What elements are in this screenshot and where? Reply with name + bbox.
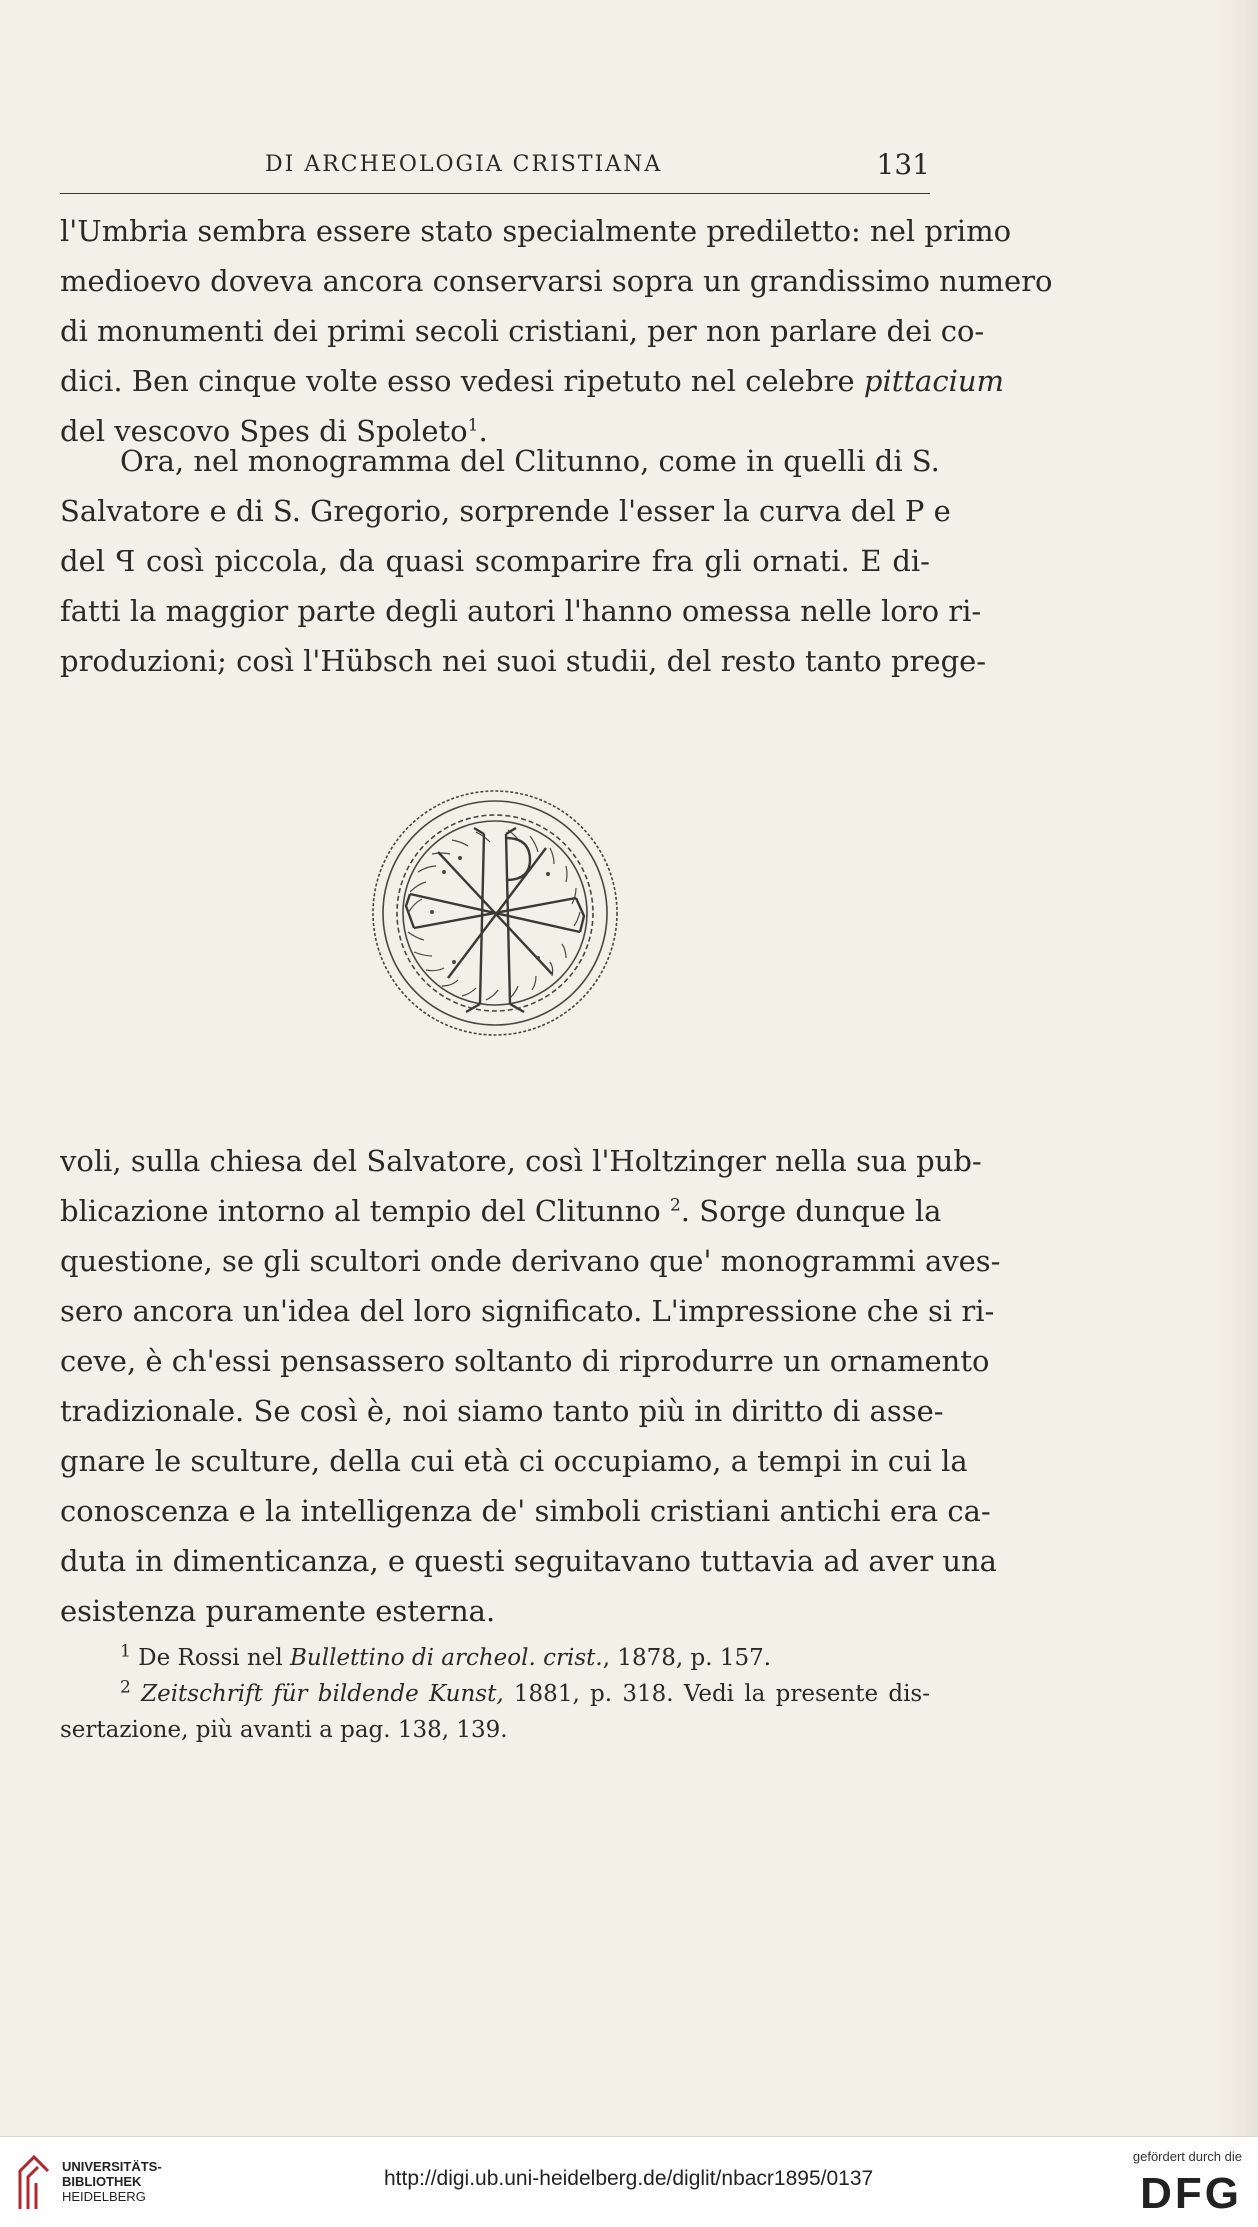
text-span: dici. Ben cinque volte esso vedesi ripetuto nel celebre <box>60 364 864 398</box>
text-line: l'Umbria sembra essere stato specialmente prediletto: nel primo <box>60 214 1012 248</box>
text-span: De Rossi nel <box>130 1645 291 1671</box>
text-line: questione, se gli scultori onde derivano que' monogrammi aves- <box>60 1244 1001 1278</box>
italic-title: Bullettino di archeol. crist. <box>290 1645 603 1671</box>
footnote-1 <box>60 1640 930 1676</box>
digitization-footer <box>0 2136 1258 2227</box>
text-line: sertazione, più avanti a pag. 138, 139. <box>60 1717 508 1743</box>
text-line: di monumenti dei primi secoli cristiani, per non parlare dei co- <box>60 314 985 348</box>
source-url-link[interactable]: http://digi.ub.uni-heidelberg.de/diglit/nbacr1895/0137 <box>384 2167 874 2190</box>
text-line: esistenza puramente esterna. <box>60 1594 496 1628</box>
text-span: , 1878, p. 157. <box>602 1645 772 1671</box>
text-span: blicazione intorno al tempio del Clitunno <box>60 1194 670 1228</box>
footnote-mark: 1 <box>120 1641 131 1662</box>
footnote-2 <box>60 1676 930 1748</box>
text-line: tradizionale. Se così è, noi siamo tanto più in diritto di asse- <box>60 1394 944 1428</box>
funding-label: gefördert durch die <box>1132 2149 1242 2164</box>
italic-term: pittacium <box>863 364 1005 398</box>
text-line: medioevo doveva ancora conservarsi sopra un grandissimo numero <box>60 264 1053 298</box>
library-name <box>62 2159 162 2204</box>
text-line: fatti la maggior parte degli autori l'hanno omessa nelle loro ri- <box>60 594 982 628</box>
running-title: DI ARCHEOLOGIA CRISTIANA <box>265 152 663 177</box>
text-line: voli, sulla chiesa del Salvatore, così l'Holtzinger nella sua pub- <box>60 1144 982 1178</box>
page-number: 131 <box>876 148 930 181</box>
page-edge-shadow <box>1218 0 1258 2136</box>
heidelberg-library-logo-icon <box>14 2151 54 2213</box>
text-line: Ora, nel monogramma del Clitunno, come in quelli di S. <box>120 444 940 478</box>
text-line: gnare le sculture, della cui età ci occupiamo, a tempi in cui la <box>60 1444 968 1478</box>
library-line: BIBLIOTHEK <box>62 2174 142 2189</box>
library-line: UNIVERSITÄTS- <box>62 2159 162 2174</box>
text-span: del vescovo Spes di Spoleto <box>60 414 468 448</box>
text-line <box>60 1186 942 1236</box>
text-span: . <box>478 414 488 448</box>
footnote-ref: 2 <box>669 1195 681 1216</box>
text-line: conoscenza e la intelligenza de' simboli cristiani antichi era ca- <box>60 1494 991 1528</box>
text-line: del ꟼ così piccola, da quasi scomparire fra gli ornati. E di- <box>60 544 930 578</box>
footnote-mark: 2 <box>120 1677 131 1698</box>
text-span <box>131 1681 141 1707</box>
text-line: sero ancora un'idea del loro significato. L'impressione che si ri- <box>60 1294 995 1328</box>
text-line: Salvatore e di S. Gregorio, sorprende l'esser la curva del P e <box>60 494 951 528</box>
footnote-ref: 1 <box>467 415 479 436</box>
running-head <box>60 148 930 188</box>
text-span: 1881, p. 318. Vedi la presente dis- <box>503 1681 931 1707</box>
text-line <box>60 1676 930 1712</box>
header-rule <box>60 193 930 194</box>
text-line <box>60 356 1005 406</box>
text-line: duta in dimenticanza, e questi seguitavano tuttavia ad aver una <box>60 1544 997 1578</box>
text-span: . Sorge dunque la <box>680 1194 942 1228</box>
footnotes <box>60 1640 930 1748</box>
dfg-logo: DFG <box>1140 2169 1242 2218</box>
library-line: HEIDELBERG <box>62 2189 146 2204</box>
text-line: ceve, è ch'essi pensassero soltanto di riprodurre un ornamento <box>60 1344 990 1378</box>
text-line: produzioni; così l'Hübsch nei suoi studii, del resto tanto prege- <box>60 644 987 678</box>
italic-title: Zeitschrift für bildende Kunst, <box>141 1681 504 1707</box>
paragraph-3 <box>60 1136 1001 1636</box>
paragraph-1 <box>60 206 1053 456</box>
paragraph-2 <box>60 436 987 686</box>
chi-rho-wreath-illustration <box>368 782 622 1044</box>
